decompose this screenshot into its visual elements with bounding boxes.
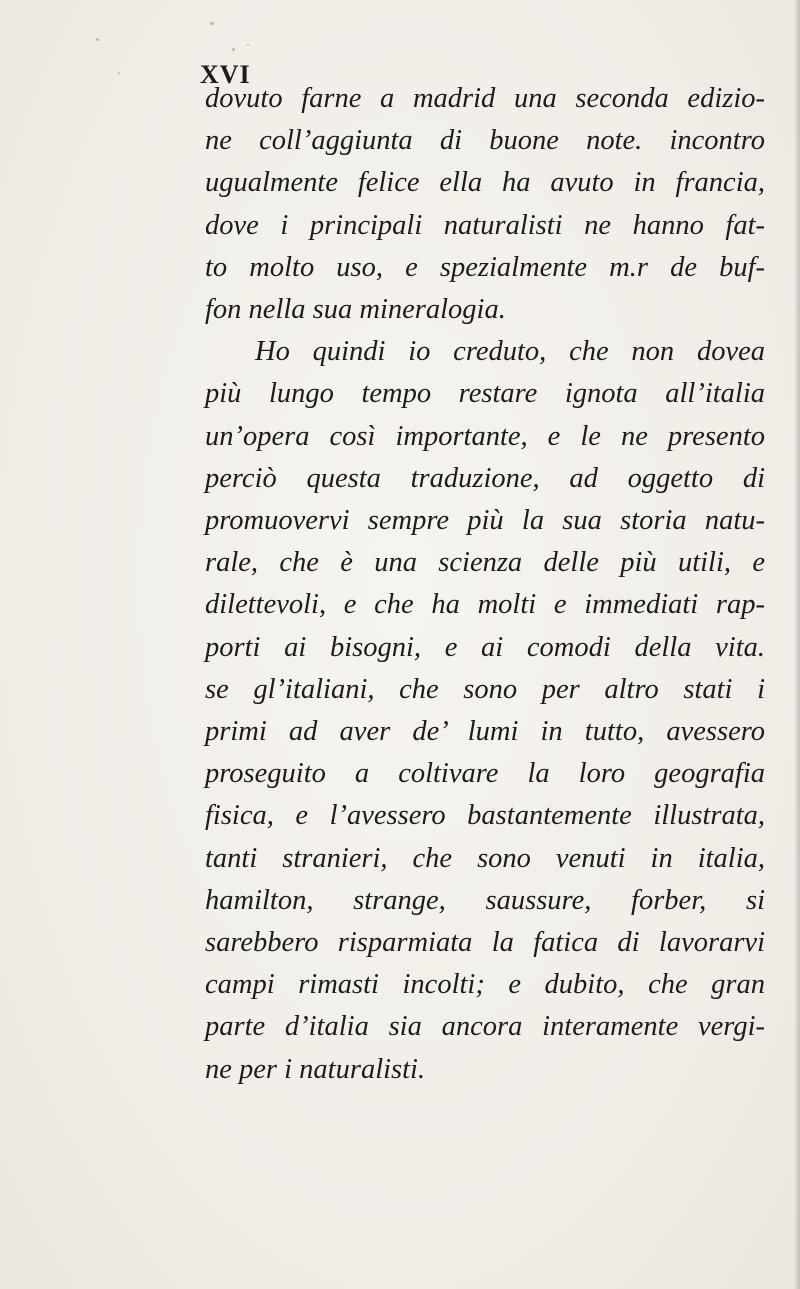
text-line: perciò questa traduzione, ad oggetto di [205, 462, 765, 494]
text-line: dilettevoli, e che ha molti e immediati rap- [205, 589, 765, 621]
text-line: campi rimasti incolti; e dubito, che gran [205, 969, 765, 1001]
text-line: proseguito a coltivare la loro geografia [205, 758, 765, 790]
text-line: parte d’italia sia ancora interamente vergi- [205, 1011, 765, 1043]
text-line: tanti stranieri, che sono venuti in italia, [205, 842, 765, 874]
text-line: ne per i naturalisti. [205, 1053, 426, 1085]
text-line: un’opera così importante, e le ne presento [205, 420, 765, 452]
paper-speck [210, 22, 214, 25]
text-line: to molto uso, e spezialmente m.r de buf- [205, 251, 765, 283]
text-line: ne coll’aggiunta di buone note. incontro [205, 125, 765, 157]
text-line: hamilton, strange, saussure, forber, si [205, 884, 765, 916]
text-line: dove i principali naturalisti ne hanno fat- [205, 209, 765, 241]
text-line: rale, che è una scienza delle più utili, e [205, 547, 765, 579]
text-line: Ho quindi io creduto, che non dovea [255, 336, 765, 368]
paper-speck [232, 48, 235, 51]
text-line: primi ad aver de’ lumi in tutto, avessero [205, 716, 765, 748]
text-line: più lungo tempo restare ignota all’italia [205, 378, 765, 410]
paper-speck [118, 72, 120, 74]
page-edge-shadow [794, 0, 800, 1289]
text-line: dovuto farne a madrid una seconda edizio- [205, 83, 765, 114]
paper-speck [247, 44, 249, 46]
page-number: XVI [200, 60, 251, 89]
text-line: promuovervi sempre più la sua storia natu- [205, 505, 765, 537]
paper-speck [96, 38, 99, 41]
text-line: sarebbero risparmiata la fatica di lavorarvi [205, 927, 765, 959]
text-line: porti ai bisogni, e ai comodi della vita. [205, 631, 765, 663]
text-line: fon nella sua mineralogia. [205, 294, 506, 326]
text-line: ugualmente felice ella ha avuto in francia, [205, 167, 765, 199]
body-text [205, 78, 765, 1091]
text-line: fisica, e l’avessero bastantemente illustrata, [205, 800, 765, 832]
text-line: se gl’italiani, che sono per altro stati i [205, 673, 765, 705]
